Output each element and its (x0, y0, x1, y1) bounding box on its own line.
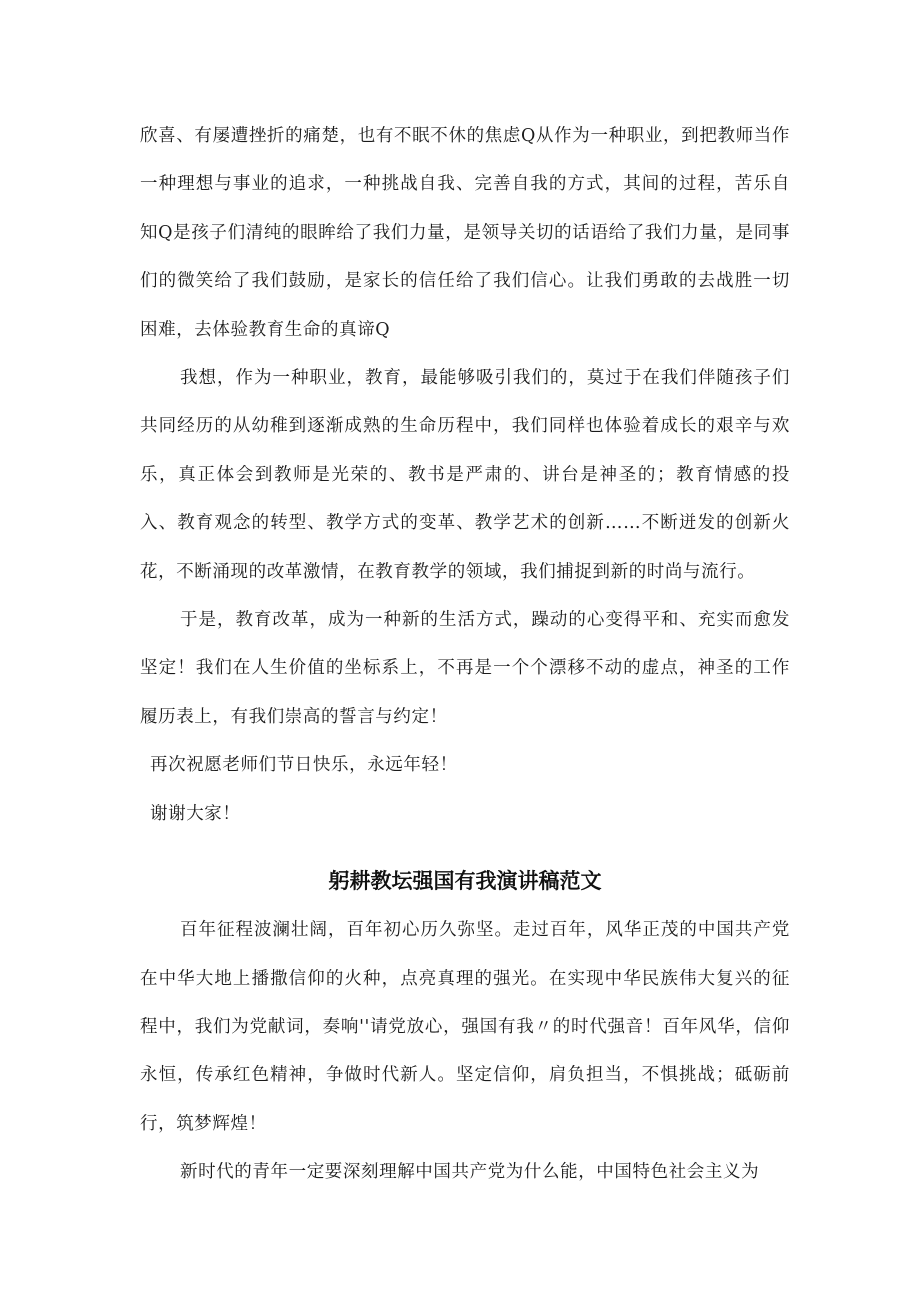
paragraph-education-reform: 于是，教育改革，成为一种新的生活方式，躁动的心变得平和、充实而愈发坚定！我们在人生价值的坐标系上，不再是一个个漂移不动的虚点，神圣的工作履历表上，有我们崇高的誓言与约定！ (140, 610, 790, 727)
paragraph-thanks: 谢谢大家！ (150, 803, 241, 824)
paragraph-education-reflection: 我想，作为一种职业，教育，最能够吸引我们的，莫过于在我们伴随孩子们共同经历的从幼稚到逐渐成熟的生命历程中，我们同样也体验着成长的艰辛与欢乐，真正体会到教师是光荣的、教书是严肃的、讲台是神圣的；教育情感的投入、教育观念的转型、教学方式的变革、教学艺术的创新……不断迸发的创新火花，不断涌现的改革激情，在教育教学的领域，我们捕捉到新的时尚与流行。 (140, 368, 790, 582)
document-body (140, 112, 790, 1197)
paragraph-continuation: 欣喜、有屡遭挫折的痛楚，也有不眠不休的焦虑Q从作为一种职业，到把教师当作一种理想与事业的追求，一种挑战自我、完善自我的方式，其间的过程，苦乐自知Q是孩子们清纯的眼眸给了我们力量，是领导关切的话语给了我们力量，是同事们的微笑给了我们鼓励，是家长的信任给了我们信心。让我们勇敢的去战胜一切困难，去体验教育生命的真谛Q (140, 126, 790, 340)
paragraph-wishes: 再次祝愿老师们节日快乐，永远年轻！ (150, 755, 458, 776)
paragraph-century-journey: 百年征程波澜壮阔，百年初心历久弥坚。走过百年，风华正茂的中国共产党在中华大地上播撒信仰的火种，点亮真理的强光。在实现中华民族伟大复兴的征程中，我们为党献词，奏响''请党放心，强国有我〃的时代强音！百年风华，信仰永恒，传承红色精神，争做时代新人。坚定信仰，肩负担当，不惧挑战；砥砺前行，筑梦辉煌！ (140, 920, 790, 1134)
paragraph-new-era-youth: 新时代的青年一定要深刻理解中国共产党为什么能，中国特色社会主义为 (180, 1162, 760, 1183)
section-title: 躬耕教坛强国有我演讲稿范文 (328, 869, 602, 894)
